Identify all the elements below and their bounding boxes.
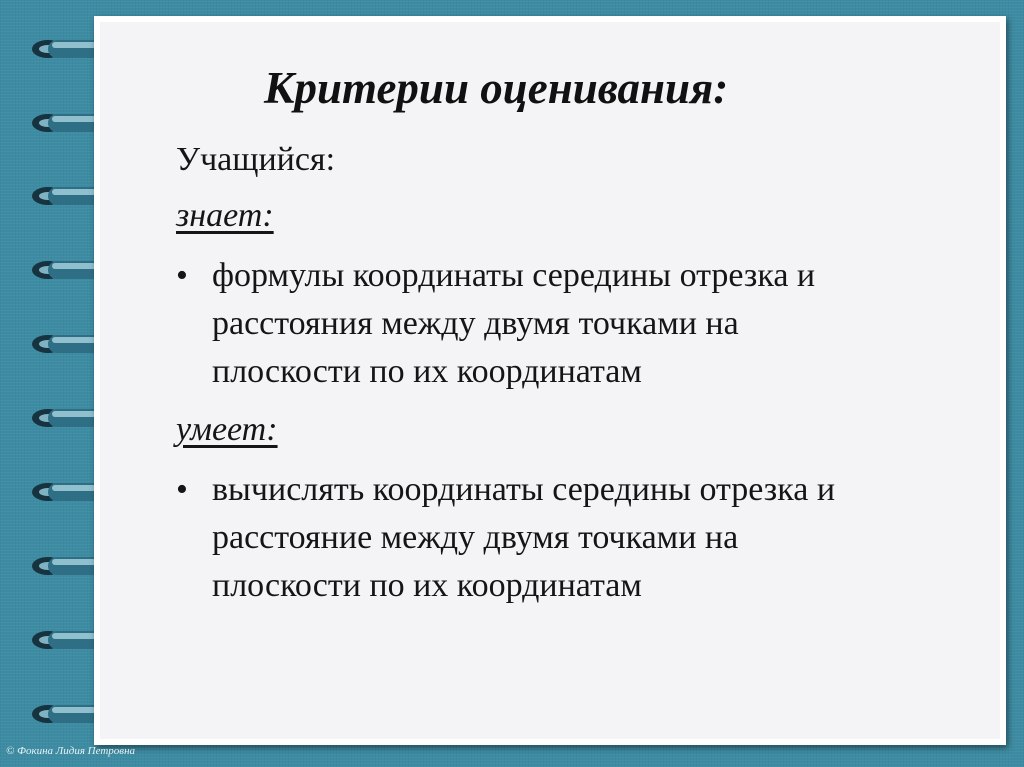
bullet-line: формулы координаты середины отрезка и — [212, 257, 816, 294]
bullet-icon: • — [176, 257, 188, 294]
copyright-footer: © Фокина Лидия Петровна — [6, 745, 136, 757]
intro-text: Учащийся: — [176, 141, 336, 178]
bullet-line: вычислять координаты середины отрезка и — [212, 471, 836, 508]
slide-title: Критерии оценивания: — [264, 63, 729, 113]
bullet-line: плоскости по их координатам — [212, 567, 642, 604]
slide-body — [176, 136, 976, 620]
bullet-item-knows — [176, 252, 976, 396]
bullet-line: расстояния между двумя точками на — [212, 305, 739, 342]
bullet-item-can — [176, 466, 976, 610]
section-heading-can: умеет: — [176, 411, 278, 448]
bullet-line: расстояние между двумя точками на — [212, 519, 739, 556]
bullet-icon: • — [176, 471, 188, 508]
section-heading-knows: знает: — [176, 197, 274, 234]
bullet-line: плоскости по их координатам — [212, 353, 642, 390]
